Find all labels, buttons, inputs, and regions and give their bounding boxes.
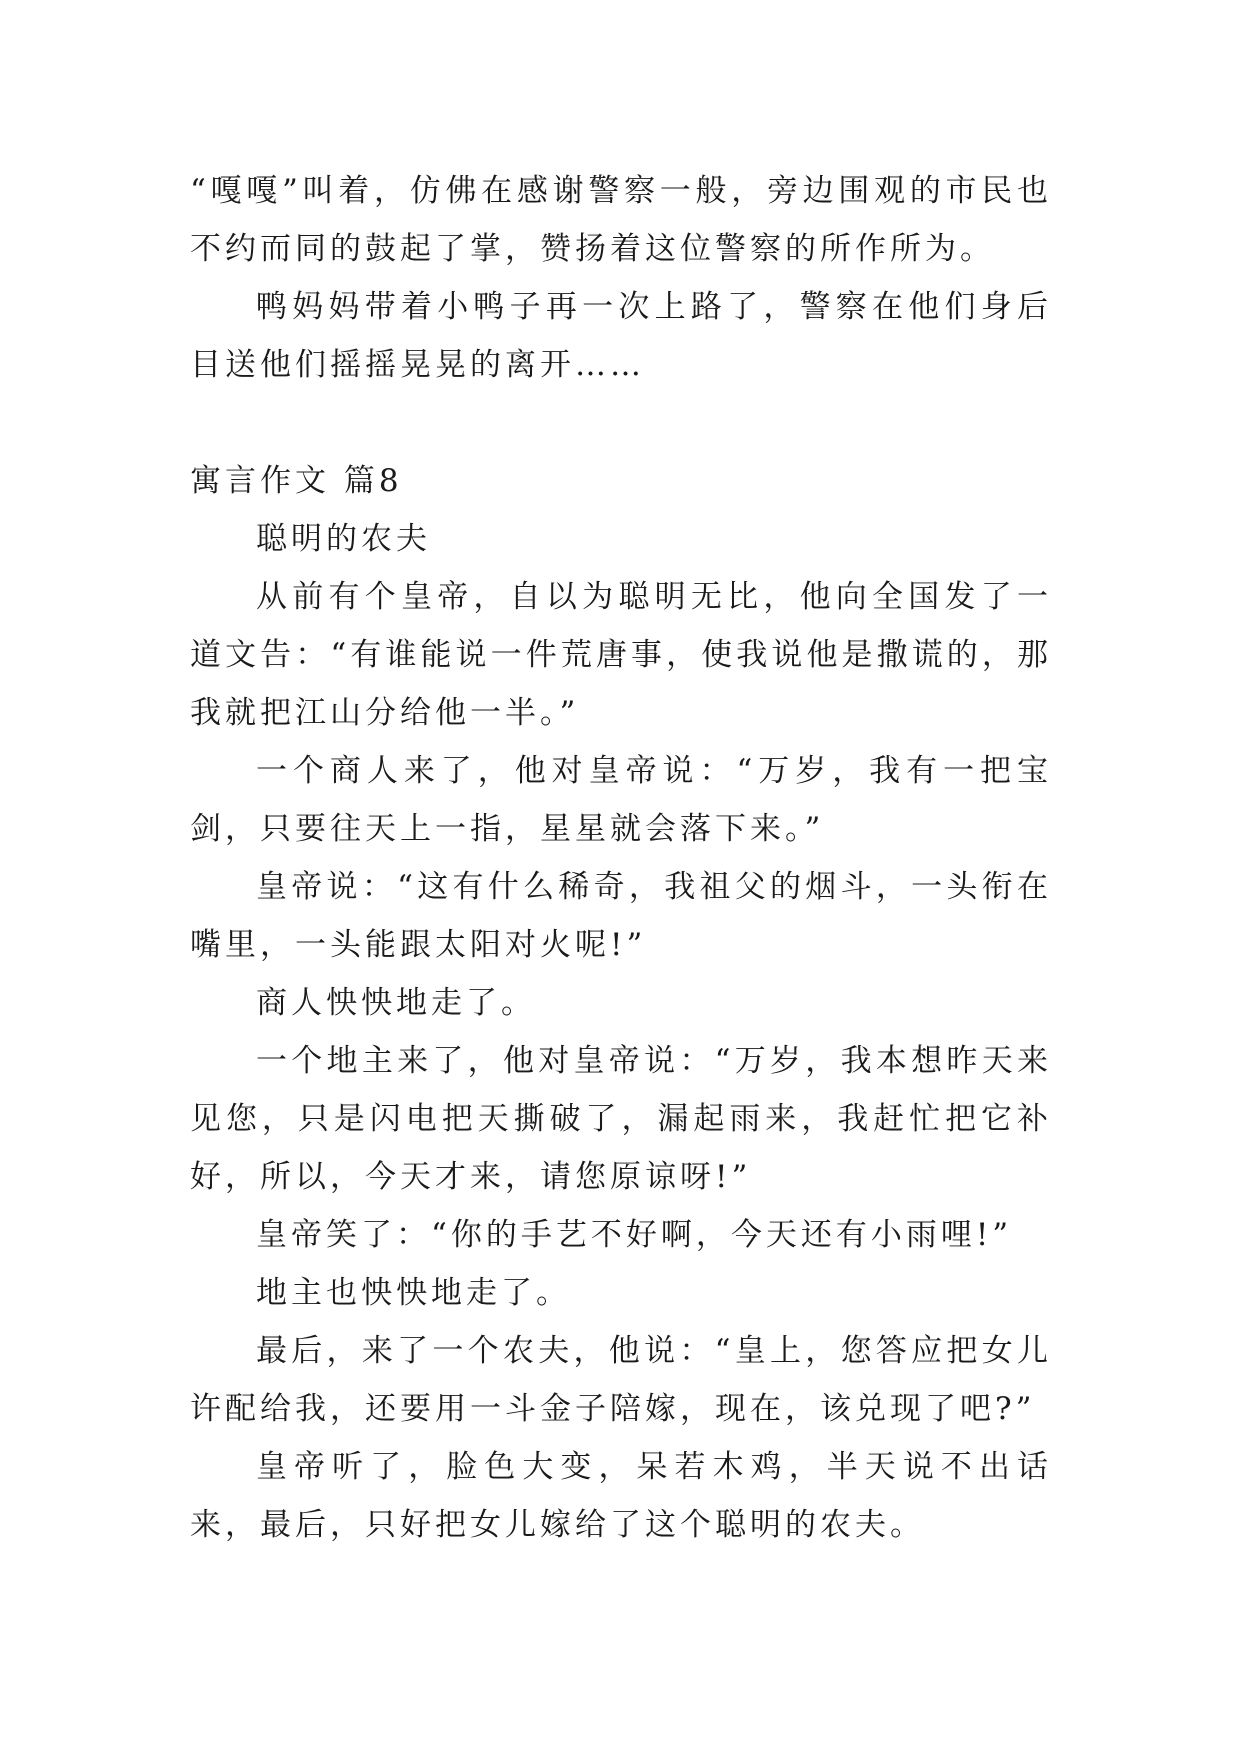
story-title: 聪明的农夫 [256,521,431,557]
paragraph-ducks-leave: 鸭妈妈带着小鸭子再一次上路了，警察在他们身后目送他们摇摇晃晃的离开…… [190,289,1052,383]
section-heading: 寓言作文 篇8 [190,463,403,499]
paragraph: 地主也怏怏地走了。 [256,1275,571,1311]
paragraph: 一个地主来了，他对皇帝说：“万岁，我本想昨天来见您，只是闪电把天撕破了，漏起雨来，我赶忙把它补好，所以，今天才来，请您原谅呀!” [190,1043,1052,1195]
paragraph: 一个商人来了，他对皇帝说：“万岁，我有一把宝剑，只要往天上一指，星星就会落下来。” [190,753,1052,847]
paragraph: 最后，来了一个农夫，他说：“皇上，您答应把女儿许配给我，还要用一斗金子陪嫁，现在，该兑现了吧?” [190,1333,1052,1427]
paragraph: 从前有个皇帝，自以为聪明无比，他向全国发了一道文告：“有谁能说一件荒唐事，使我说他是撒谎的，那我就把江山分给他一半。” [190,579,1052,731]
paragraph-continuation: “嘎嘎”叫着，仿佛在感谢警察一般，旁边围观的市民也不约而同的鼓起了掌，赞扬着这位警察的所作所为。 [190,173,1052,267]
paragraph: 皇帝说：“这有什么稀奇，我祖父的烟斗，一头衔在嘴里，一头能跟太阳对火呢!” [190,869,1052,963]
paragraph: 皇帝听了，脸色大变，呆若木鸡，半天说不出话来，最后，只好把女儿嫁给了这个聪明的农夫。 [190,1449,1052,1543]
document-page [190,162,1052,1554]
paragraph: 商人怏怏地走了。 [256,985,536,1021]
paragraph: 皇帝笑了：“你的手艺不好啊，今天还有小雨哩!” [256,1217,1013,1253]
section-gap [190,394,1052,452]
